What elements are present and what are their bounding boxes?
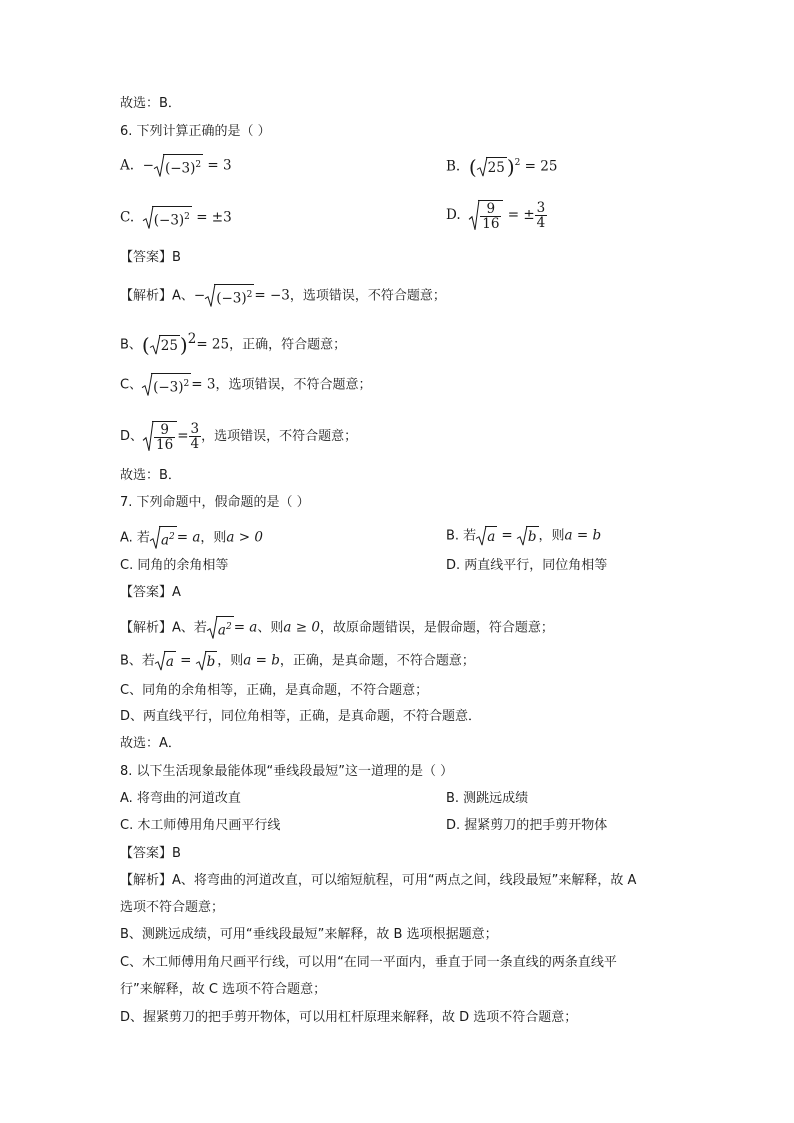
option-c-label: C. [120,209,135,226]
sqrt-expr: a [476,526,497,546]
q7-option-d: D. 两直线平行，同位角相等 [446,558,608,573]
q8-analysis-line-3: B、测跳远成绩，可用“垂线段最短”来解释，故 B 选项根据题意； [120,927,498,942]
q6-analysis-c: C、 $(-3)^2 = 3$，选项错误，不符合题意； [120,373,371,397]
q7-analysis-b: B、若 a = b ，则a = b，正确，是真命题，不符合题意； [120,652,475,670]
sqrt-expr: b [517,526,539,546]
q7-conclusion: 故选：A． [120,736,181,751]
q6-option-a: A. − $(-3)^2 = 3$ [120,154,232,178]
sqrt-expr: $(-3)^2$ [154,154,203,178]
option-a-label: A. [120,157,135,174]
sqrt-expr: $a^2$ [150,526,177,550]
sqrt-expr: a [155,651,176,671]
q6-option-b: B. ( 25 )$^2$ = 25 [446,155,558,179]
q6-conclusion: 故选：B． [120,468,181,483]
q7-analysis-a: 【解析】A、若 $a^2 = a$、则a ≥ 0，故原命题错误，是假命题，符合题意； [120,616,554,640]
sqrt-expr: $\frac{9}{16}$ [469,200,503,231]
sqrt-expr: $\frac{9}{16}$ [143,421,177,452]
q7-stem: 7. 下列命题中，假命题的是（ ） [120,495,310,510]
q8-option-c: C. 木工师傅用角尺画平行线 [120,818,281,833]
q8-analysis-line-1: 【解析】A、将弯曲的河道改直，可以缩短航程，可用“两点之间，线段最短”来解释，故 A [120,873,637,888]
q8-analysis-line-4: C、木工师傅用角尺画平行线，可以用“在同一平面内，垂直于同一条直线的两条直线平 [120,955,617,970]
q7-analysis-c: C、同角的余角相等，正确，是真命题，不符合题意； [120,683,429,698]
q7-option-a: A. 若 $a^2 = a$，则a > 0 [120,526,263,550]
q6-analysis-d: D、 $\frac{9}{16}$ = $\frac{3}{4}$ ，选项错误，不符合题意； [120,421,358,453]
sqrt-expr: 25 [150,335,180,355]
q5-conclusion: 故选：B． [120,96,181,111]
q6-stem: 6. 下列计算正确的是（ ） [120,124,271,139]
q8-option-a: A. 将弯曲的河道改直 [120,791,241,806]
q8-analysis-line-6: D、握紧剪刀的把手剪开物体，可以用杠杆原理来解释，故 D 选项不符合题意； [120,1010,578,1025]
q8-analysis-line-5: 行”来解释，故 C 选项不符合题意； [120,982,327,997]
q8-option-b: B. 测跳远成绩 [446,791,529,806]
q8-stem: 8. 以下生活现象最能体现“垂线段最短”这一道理的是（ ） [120,764,454,779]
q8-answer: 【答案】B [120,846,181,861]
q7-analysis-d: D、两直线平行，同位角相等，正确，是真命题，不符合题意． [120,709,482,724]
sqrt-expr: $(-3)^2$ [143,206,192,230]
q6-answer: 【答案】B [120,250,181,265]
q6-option-d: D. $\frac{9}{16}$ = ± $\frac{3}{4}$ [446,200,546,232]
sqrt-expr: $(-3)^2$ [142,373,191,397]
option-b-label: B. [446,158,461,175]
q6-analysis-a: 【解析】A、− $(-3)^2 = -3$，选项错误，不符合题意； [120,284,446,308]
q6-option-c: C. $(-3)^2 = \pm 3$ [120,206,232,230]
q7-option-c: C. 同角的余角相等 [120,558,229,573]
sqrt-expr: $a^2$ [207,616,234,640]
q8-option-d: D. 握紧剪刀的把手剪开物体 [446,818,608,833]
q7-option-b: B. 若 a = b ，则a = b [446,527,602,545]
q8-analysis-line-2: 选项不符合题意； [120,900,225,915]
sqrt-expr: b [196,651,218,671]
sqrt-expr: $(-3)^2$ [205,284,254,308]
sqrt-expr: 25 [477,157,507,177]
q7-answer: 【答案】A [120,585,181,600]
q6-analysis-b: B、( 25 )$^2$= 25，正确，符合题意； [120,331,347,357]
option-d-label: D. [446,207,461,223]
